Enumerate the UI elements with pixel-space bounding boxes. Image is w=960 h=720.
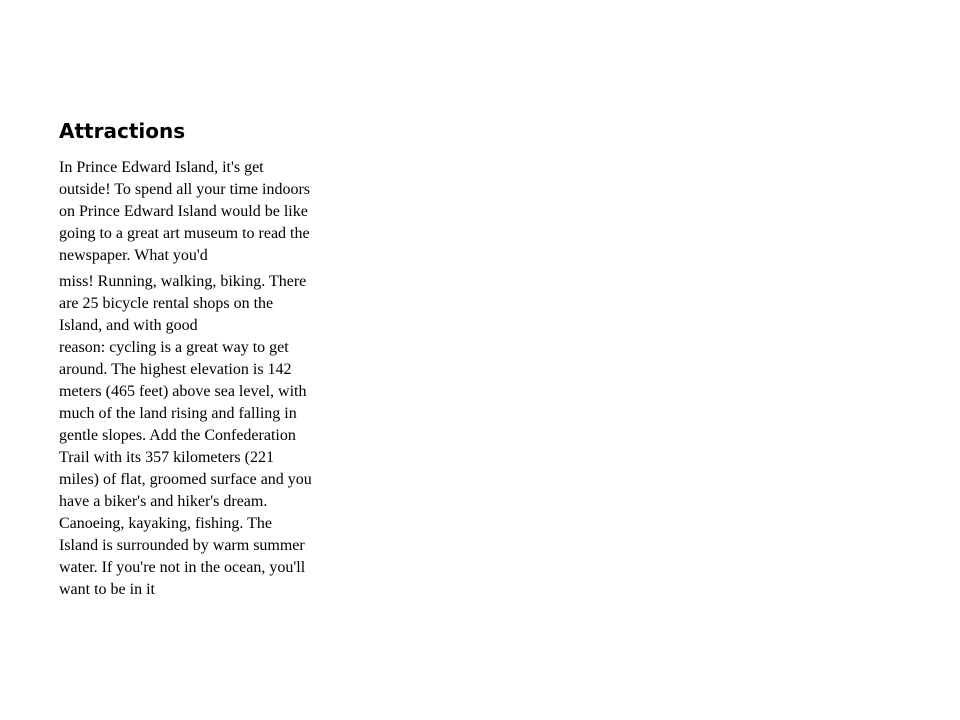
- slide-title: Attractions: [59, 119, 186, 143]
- body-text: [59, 157, 359, 601]
- text-line: Island is surrounded by warm summer: [59, 537, 305, 554]
- text-line: want to be in it: [59, 581, 155, 598]
- text-line: are 25 bicycle rental shops on the: [59, 295, 274, 312]
- text-line: going to a great art museum to read the: [59, 225, 310, 242]
- paragraph-2: [59, 271, 359, 601]
- text-line: much of the land rising and falling in: [59, 405, 297, 422]
- text-line: have a biker's and hiker's dream.: [59, 493, 268, 510]
- text-line: gentle slopes. Add the Confederation: [59, 427, 296, 444]
- text-line: Canoeing, kayaking, fishing. The: [59, 515, 272, 532]
- text-line: on Prince Edward Island would be like: [59, 203, 308, 220]
- text-line: water. If you're not in the ocean, you'll: [59, 559, 306, 576]
- text-line: outside! To spend all your time indoors: [59, 181, 310, 198]
- paragraph-1: [59, 157, 359, 267]
- text-line: around. The highest elevation is 142: [59, 361, 292, 378]
- text-line: reason: cycling is a great way to get: [59, 339, 289, 356]
- text-line: miss! Running, walking, biking. There: [59, 273, 307, 290]
- text-line: In Prince Edward Island, it's get: [59, 159, 264, 176]
- text-line: meters (465 feet) above sea level, with: [59, 383, 307, 400]
- text-line: miles) of flat, groomed surface and you: [59, 471, 312, 488]
- text-line: Island, and with good: [59, 317, 198, 334]
- text-line: newspaper. What you'd: [59, 247, 208, 264]
- text-line: Trail with its 357 kilometers (221: [59, 449, 274, 466]
